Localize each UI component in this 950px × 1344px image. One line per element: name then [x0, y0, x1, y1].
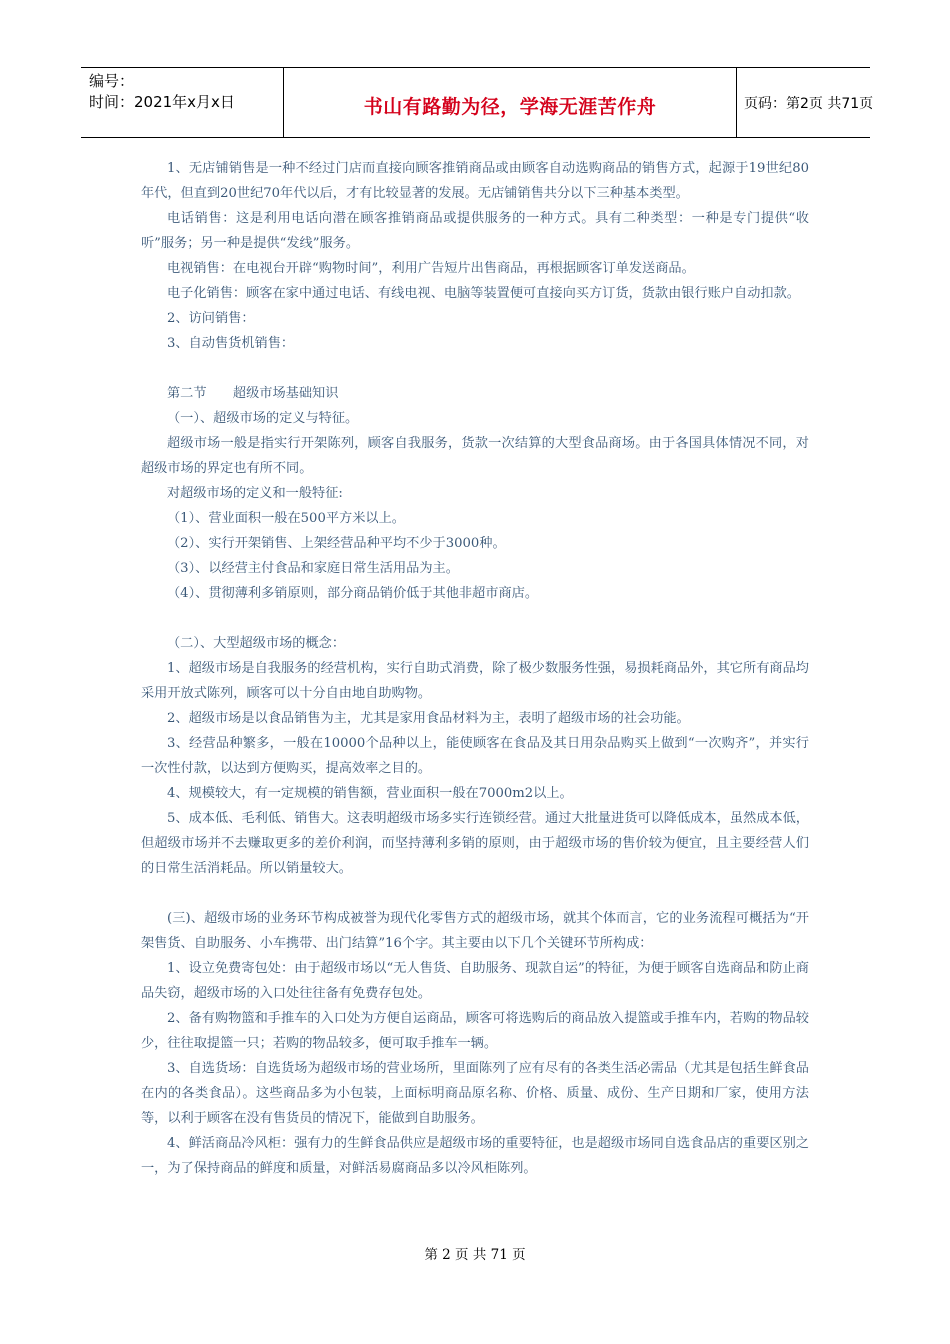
blank-line	[141, 606, 809, 631]
paragraph: 电子化销售：顾客在家中通过电话、有线电视、电脑等装置便可直接向买方订货，货款由银行账户自动扣款。	[167, 286, 800, 301]
blank-line	[141, 881, 809, 906]
paragraph: (三)、超级市场的业务环节构成被誉为现代化零售方式的超级市场，就其个体而言，它的业务流程可概括为“开架售货、自助服务、小车携带、出门结算”16个字。其主要由以下几个关键环节所构成：	[141, 911, 809, 951]
paragraph: 4、规模较大，有一定规模的销售额，营业面积一般在7000m2以上。	[167, 786, 573, 801]
time-label: 时间：2021年x月x日	[89, 93, 235, 111]
paragraph: 超级市场一般是指实行开架陈列，顾客自我服务，货款一次结算的大型食品商场。由于各国具体情况不同，对超级市场的界定也有所不同。	[141, 436, 809, 476]
header-info-cell	[81, 68, 283, 137]
paragraph: 2、访问销售：	[167, 311, 255, 326]
paragraph: 电视销售：在电视台开辟“购物时间”，利用广告短片出售商品，再根据顾客订单发送商品。	[167, 261, 695, 276]
paragraph: （一）、超级市场的定义与特征。	[167, 411, 359, 426]
paragraph: 3、经营品种繁多，一般在10000个品种以上，能使顾客在食品及其日用杂品购买上做到“一次购齐”，并实行一次性付款，以达到方便购买，提高效率之目的。	[141, 736, 809, 776]
paragraph: 1、无店铺销售是一种不经过门店而直接向顾客推销商品或由顾客自动选购商品的销售方式，起源于19世纪80年代，但直到20世纪70年代以后，才有比较显著的发展。无店铺销售共分以下三种基本类型。	[141, 161, 809, 201]
paragraph: （二）、大型超级市场的概念：	[167, 636, 346, 651]
paragraph: 第二节 超级市场基础知识	[167, 386, 339, 401]
number-label: 编号：	[89, 72, 135, 90]
paragraph: 5、成本低、毛利低、销售大。这表明超级市场多实行连锁经营。通过大批量进货可以降低成本，虽然成本低，但超级市场并不去赚取更多的差价利润，而坚持薄利多销的原则，由于超级市场的售价较为便宜，且主要经营人们的日常生活消耗品。所以销量较大。	[141, 811, 809, 876]
blank-line	[141, 356, 809, 381]
header-page-cell	[736, 68, 874, 137]
paragraph: （3）、以经营主付食品和家庭日常生活用品为主。	[167, 561, 459, 576]
page-info: 页码：第2页 共71页	[744, 96, 874, 112]
page-footer: 第 2 页 共 71 页	[424, 1247, 526, 1263]
paragraph: 3、自动售货机销售：	[167, 336, 295, 351]
document-header	[81, 67, 874, 138]
paragraph: 3、自选货场：自选货场为超级市场的营业场所，里面陈列了应有尽有的各类生活必需品（尤其是包括生鲜食品在内的各类食品）。这些商品多为小包装，上面标明商品原名称、价格、质量、成份、生产日期和厂家，使用方法等，以利于顾客在没有售货员的情况下，能做到自助服务。	[141, 1061, 809, 1126]
paragraph: （2）、实行开架销售、上架经营品种平均不少于3000种。	[167, 536, 506, 551]
paragraph: （4）、贯彻薄利多销原则，部分商品销价低于其他非超市商店。	[167, 586, 539, 601]
header-motto-cell	[283, 68, 737, 137]
paragraph: （1）、营业面积一般在500平方米以上。	[167, 511, 405, 526]
paragraph: 1、超级市场是自我服务的经营机构，实行自助式消费，除了极少数服务性强，易损耗商品外，其它所有商品均采用开放式陈列，顾客可以十分自由地自助购物。	[141, 661, 809, 701]
paragraph: 2、备有购物篮和手推车的入口处为方便自运商品，顾客可将选购后的商品放入提篮或手推车内，若购的物品较少，往往取提篮一只；若购的物品较多，便可取手推车一辆。	[141, 1011, 809, 1051]
paragraph: 1、设立免费寄包处：由于超级市场以“无人售货、自助服务、现款自运”的特征，为便于顾客自选商品和防止商品失窃，超级市场的入口处往往备有免费存包处。	[141, 961, 809, 1001]
body-text	[141, 156, 809, 1181]
paragraph: 4、鲜活商品冷风柜：强有力的生鲜食品供应是超级市场的重要特征，也是超级市场同自选食品店的重要区别之一，为了保持商品的鲜度和质量，对鲜活易腐商品多以冷风柜陈列。	[141, 1136, 809, 1176]
paragraph: 电话销售：这是利用电话向潜在顾客推销商品或提供服务的一种方式。具有二种类型：一种是专门提供“收听”服务；另一种是提供“发线”服务。	[141, 211, 809, 251]
motto-text: 书山有路勤为径，学海无涯苦作舟	[363, 96, 657, 118]
paragraph: 对超级市场的定义和一般特征:	[167, 486, 343, 501]
paragraph: 2、超级市场是以食品销售为主，尤其是家用食品材料为主，表明了超级市场的社会功能。	[167, 711, 690, 726]
